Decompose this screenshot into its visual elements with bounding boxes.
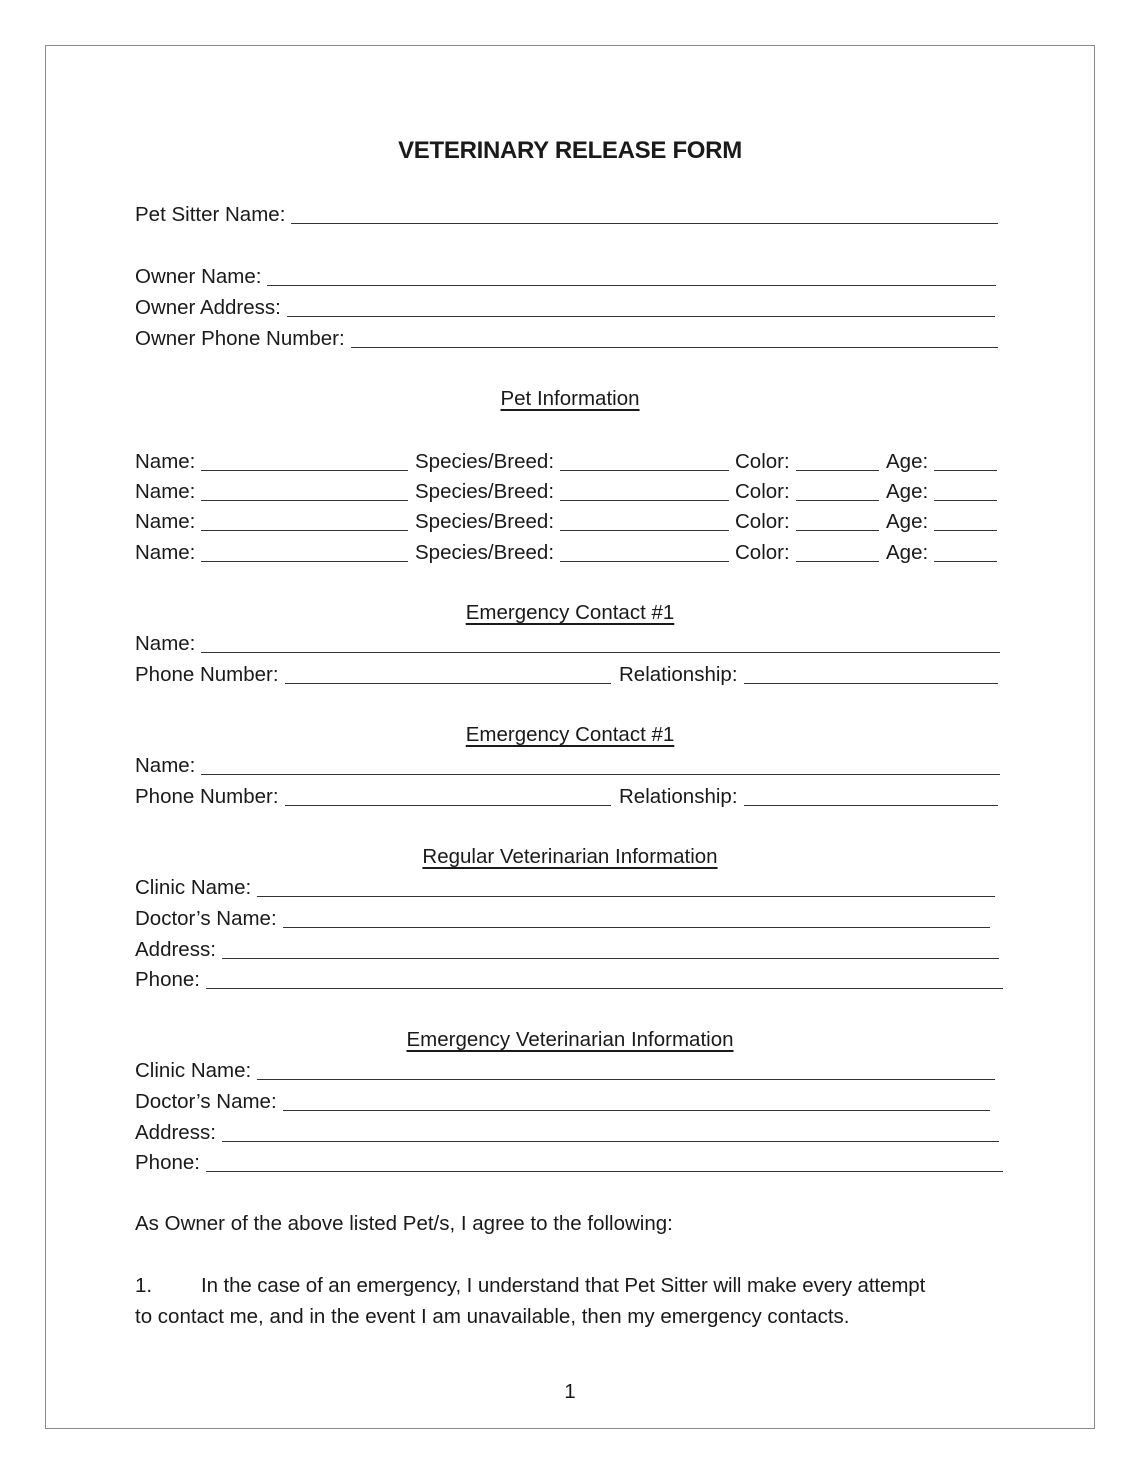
field-label: Color: [735, 510, 790, 533]
fill-in-blank-line[interactable] [744, 683, 998, 684]
pet-4-color-field [735, 540, 879, 566]
emergency-contact-2-name-field [135, 753, 1000, 779]
field-label: Owner Name: [135, 265, 262, 288]
field-label: Name: [135, 541, 196, 564]
fill-in-blank-line[interactable] [201, 561, 408, 562]
owner-phone-field [135, 326, 998, 352]
field-label: Clinic Name: [135, 876, 252, 899]
regular-vet-doctor-field [135, 906, 990, 932]
field-label: Name: [135, 754, 196, 777]
clause-1-line-2: to contact me, and in the event I am unavailable, then my emergency contacts. [135, 1305, 850, 1328]
pet-sitter-name-field [135, 202, 998, 228]
regular-vet-clinic-field [135, 875, 995, 901]
fill-in-blank-line[interactable] [285, 683, 611, 684]
field-label: Color: [735, 541, 790, 564]
pet-1-name-field [135, 449, 408, 475]
pet-3-species-field [415, 509, 729, 535]
pet-3-color-field [735, 509, 879, 535]
fill-in-blank-line[interactable] [351, 347, 998, 348]
fill-in-blank-line[interactable] [201, 652, 1000, 653]
field-label: Species/Breed: [415, 450, 555, 473]
pet-4-species-field [415, 540, 729, 566]
field-label: Species/Breed: [415, 480, 555, 503]
field-label: Phone: [135, 968, 200, 991]
fill-in-blank-line[interactable] [201, 530, 408, 531]
fill-in-blank-line[interactable] [934, 530, 997, 531]
field-label: Name: [135, 632, 196, 655]
fill-in-blank-line[interactable] [796, 500, 879, 501]
pet-1-color-field [735, 449, 879, 475]
pet-4-age-field [886, 540, 997, 566]
fill-in-blank-line[interactable] [291, 223, 998, 224]
emergency-contact-2-relationship-field [619, 784, 998, 810]
fill-in-blank-line[interactable] [287, 316, 995, 317]
form-title: VETERINARY RELEASE FORM [398, 137, 742, 164]
field-label: Color: [735, 450, 790, 473]
field-label: Age: [886, 450, 929, 473]
emergency-contact-1-name-field [135, 631, 1000, 657]
fill-in-blank-line[interactable] [285, 805, 611, 806]
emergency-vet-address-field [135, 1120, 999, 1146]
field-label: Age: [886, 480, 929, 503]
field-label: Name: [135, 480, 196, 503]
fill-in-blank-line[interactable] [201, 500, 408, 501]
pet-3-name-field [135, 509, 408, 535]
field-label: Owner Phone Number: [135, 327, 345, 350]
fill-in-blank-line[interactable] [222, 958, 999, 959]
clause-1-number: 1. [135, 1274, 153, 1297]
fill-in-blank-line[interactable] [201, 470, 408, 471]
fill-in-blank-line[interactable] [934, 561, 997, 562]
fill-in-blank-line[interactable] [934, 500, 997, 501]
emergency-vet-heading: Emergency Veterinarian Information [406, 1028, 734, 1051]
pet-4-name-field [135, 540, 408, 566]
fill-in-blank-line[interactable] [222, 1141, 999, 1142]
pet-2-name-field [135, 479, 408, 505]
field-label: Doctor’s Name: [135, 907, 277, 930]
emergency-vet-doctor-field [135, 1089, 990, 1115]
fill-in-blank-line[interactable] [201, 774, 1000, 775]
pet-1-age-field [886, 449, 997, 475]
fill-in-blank-line[interactable] [796, 561, 879, 562]
field-label: Address: [135, 1121, 216, 1144]
regular-vet-phone-field [135, 967, 1003, 993]
field-label: Phone Number: [135, 785, 279, 808]
fill-in-blank-line[interactable] [257, 1079, 995, 1080]
emergency-contact-1-phone-field [135, 662, 611, 688]
page-number: 1 [564, 1380, 576, 1403]
field-label: Name: [135, 510, 196, 533]
field-label: Address: [135, 938, 216, 961]
emergency-vet-clinic-field [135, 1058, 995, 1084]
regular-vet-heading: Regular Veterinarian Information [422, 845, 718, 868]
pet-2-age-field [886, 479, 997, 505]
fill-in-blank-line[interactable] [267, 285, 996, 286]
field-label: Phone: [135, 1151, 200, 1174]
fill-in-blank-line[interactable] [560, 500, 729, 501]
clause-1-line-1: In the case of an emergency, I understand that Pet Sitter will make every attempt [201, 1274, 926, 1297]
emergency-contact-2-phone-field [135, 784, 611, 810]
field-label: Name: [135, 450, 196, 473]
regular-vet-address-field [135, 937, 999, 963]
pet-3-age-field [886, 509, 997, 535]
field-label: Owner Address: [135, 296, 281, 319]
fill-in-blank-line[interactable] [206, 988, 1003, 989]
fill-in-blank-line[interactable] [744, 805, 998, 806]
field-label: Relationship: [619, 663, 738, 686]
field-label: Color: [735, 480, 790, 503]
field-label: Doctor’s Name: [135, 1090, 277, 1113]
pet-information-heading: Pet Information [500, 387, 640, 410]
emergency-vet-phone-field [135, 1150, 1003, 1176]
field-label: Pet Sitter Name: [135, 203, 286, 226]
field-label: Clinic Name: [135, 1059, 252, 1082]
field-label: Phone Number: [135, 663, 279, 686]
fill-in-blank-line[interactable] [560, 561, 729, 562]
field-label: Species/Breed: [415, 541, 555, 564]
fill-in-blank-line[interactable] [796, 530, 879, 531]
field-label: Relationship: [619, 785, 738, 808]
field-label: Age: [886, 541, 929, 564]
emergency-contact-1-heading: Emergency Contact #1 [465, 601, 675, 624]
fill-in-blank-line[interactable] [283, 1110, 990, 1111]
pet-1-species-field [415, 449, 729, 475]
field-label: Species/Breed: [415, 510, 555, 533]
emergency-contact-1-relationship-field [619, 662, 998, 688]
fill-in-blank-line[interactable] [796, 470, 879, 471]
owner-name-field [135, 264, 996, 290]
agreement-intro: As Owner of the above listed Pet/s, I agree to the following: [135, 1212, 673, 1235]
fill-in-blank-line[interactable] [206, 1171, 1003, 1172]
pet-2-species-field [415, 479, 729, 505]
fill-in-blank-line[interactable] [560, 470, 729, 471]
fill-in-blank-line[interactable] [934, 470, 997, 471]
fill-in-blank-line[interactable] [257, 896, 995, 897]
field-label: Age: [886, 510, 929, 533]
fill-in-blank-line[interactable] [560, 530, 729, 531]
fill-in-blank-line[interactable] [283, 927, 990, 928]
owner-address-field [135, 295, 995, 321]
pet-2-color-field [735, 479, 879, 505]
emergency-contact-2-heading: Emergency Contact #1 [465, 723, 675, 746]
